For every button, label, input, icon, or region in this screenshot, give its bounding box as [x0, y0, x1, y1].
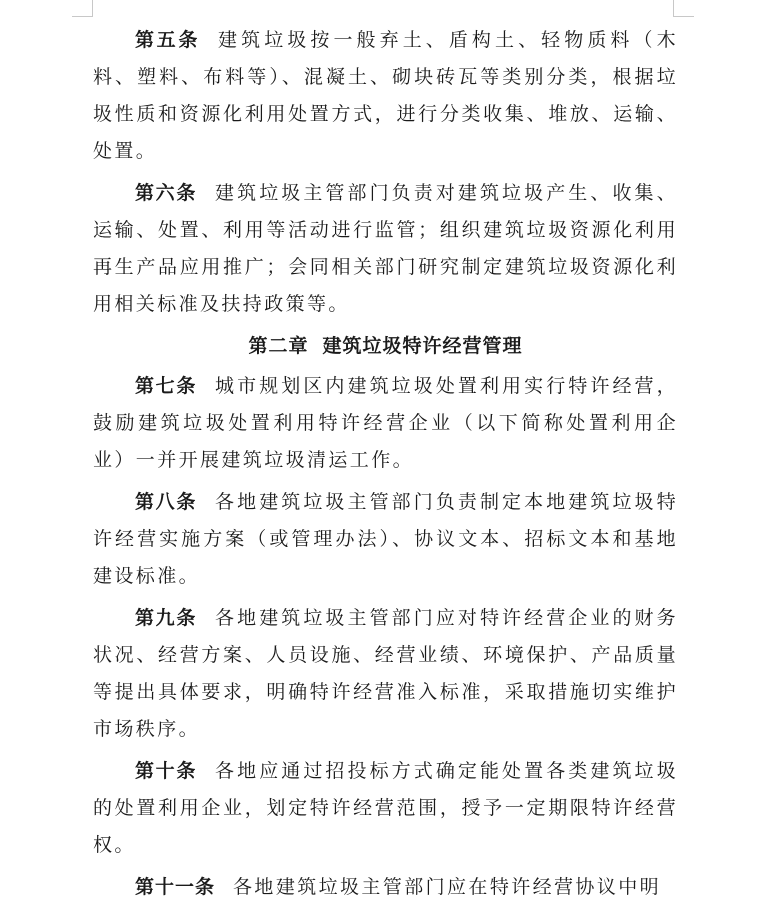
article-number: 第七条	[135, 375, 198, 397]
article-text: 各地应通过招投标方式确定能处置各类建筑垃圾的处置利用企业，划定特许经营范围，授予一定期限特许经营权。	[93, 760, 678, 856]
article-text: 建筑垃圾主管部门负责对建筑垃圾产生、收集、运输、处置、利用等活动进行监管；组织建筑垃圾资源化利用再生产品应用推广；会同相关部门研究制定建筑垃圾资源化利用相关标准及扶持政策等。	[93, 182, 678, 315]
margin-crop-mark-right	[673, 0, 694, 17]
document-body[interactable]	[93, 22, 678, 911]
article-text: 建筑垃圾按一般弃土、盾构土、轻物质料（木料、塑料、布料等）、混凝土、砌块砖瓦等类别分类，根据垃圾性质和资源化利用处置方式，进行分类收集、堆放、运输、处置。	[93, 29, 678, 162]
article-paragraph[interactable]	[93, 368, 678, 479]
article-paragraph[interactable]	[93, 753, 678, 864]
article-text: 各地建筑垃圾主管部门负责制定本地建筑垃圾特许经营实施方案（或管理办法）、协议文本、招标文本和基地建设标准。	[93, 491, 678, 587]
article-number: 第八条	[135, 491, 198, 513]
chapter-heading[interactable]	[93, 328, 678, 365]
article-paragraph[interactable]	[93, 484, 678, 595]
article-text: 各地建筑垃圾主管部门应对特许经营企业的财务状况、经营方案、人员设施、经营业绩、环境保护、产品质量等提出具体要求，明确特许经营准入标准，采取措施切实维护市场秩序。	[93, 607, 678, 740]
article-text: 各地建筑垃圾主管部门应在特许经营协议中明	[233, 876, 662, 898]
article-text: 城市规划区内建筑垃圾处置利用实行特许经营，鼓励建筑垃圾处置利用特许经营企业（以下简称处置利用企业）一并开展建筑垃圾清运工作。	[93, 375, 678, 471]
article-paragraph[interactable]	[93, 175, 678, 323]
article-number: 第十条	[135, 760, 198, 782]
article-paragraph[interactable]	[93, 600, 678, 748]
chapter-number: 第二章	[248, 335, 309, 357]
article-number: 第十一条	[135, 876, 216, 898]
article-number: 第九条	[135, 607, 198, 629]
chapter-title: 建筑垃圾特许经营管理	[322, 335, 523, 357]
margin-crop-mark-left	[72, 0, 93, 17]
article-paragraph[interactable]	[93, 22, 678, 170]
article-number: 第六条	[135, 182, 198, 204]
article-paragraph[interactable]	[93, 869, 678, 906]
article-number: 第五条	[135, 29, 201, 51]
